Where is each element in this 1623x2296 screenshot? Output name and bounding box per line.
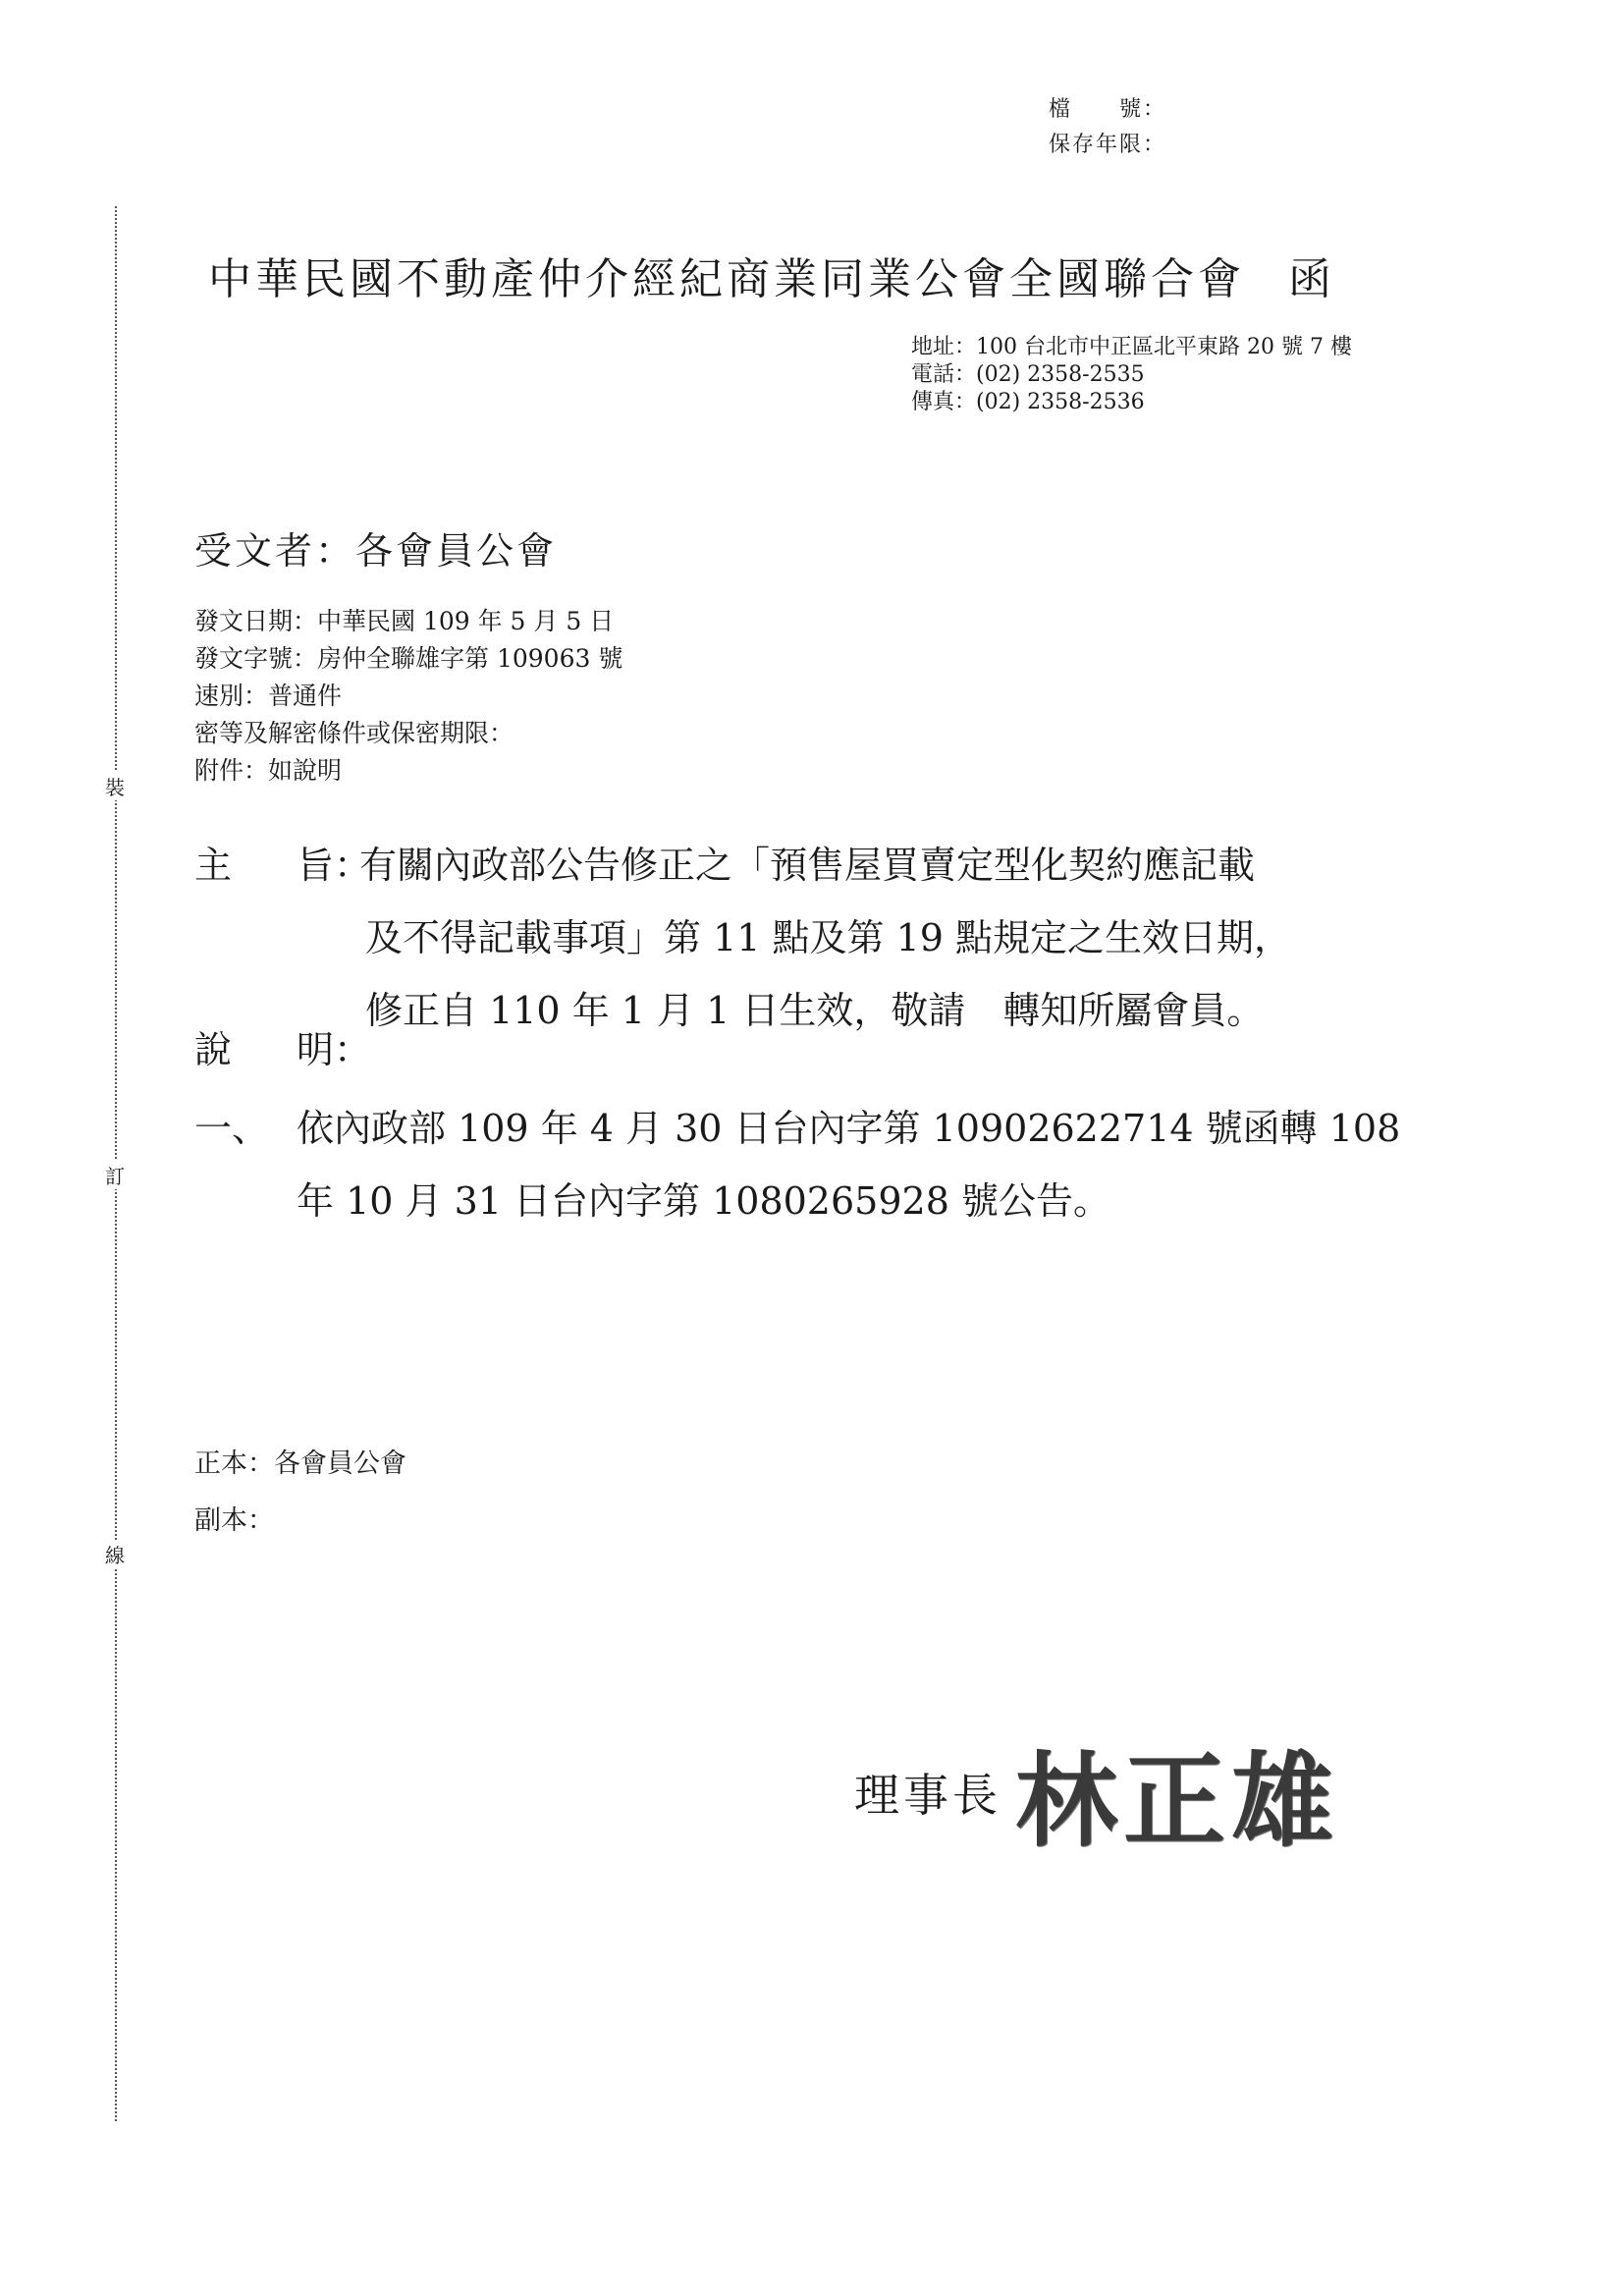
signature-block [854, 1719, 1339, 1866]
file-number-label: 檔 號： [1049, 97, 1167, 122]
recipient: 受文者：各會員公會 [194, 529, 558, 573]
address: 地址：100 台北市中正區北平東路 20 號 7 樓 [911, 335, 1352, 359]
copies [194, 1436, 406, 1550]
binding-mark-xian: 線 [101, 1540, 129, 1568]
attachment: 附件：如說明 [194, 756, 343, 785]
duplicate-recipients: 副本： [194, 1505, 274, 1536]
binding-mark-zhuang: 裝 [101, 772, 129, 800]
explanation-label: 說 明： [194, 1028, 372, 1071]
organization-name: 中華民國不動產仲介經紀商業同業公會全國聯合會 [208, 254, 1245, 304]
item-line-2: 年 10 月 31 日台內字第 1080265928 號公告。 [297, 1179, 1110, 1223]
document-kind: 函 [1288, 254, 1335, 304]
subject-line-1: 有關內政部公告修正之「預售屋買賣定型化契約應記載 [359, 844, 1256, 887]
subject-body [359, 829, 1291, 1047]
original-recipients: 正本：各會員公會 [194, 1449, 406, 1479]
subject-line-2: 及不得記載事項」第 11 點及第 19 點規定之生效日期， [365, 916, 1292, 959]
document-meta [194, 603, 622, 790]
signer-role: 理事長 [854, 1769, 1001, 1822]
signature-name: 林正雄 [1015, 1741, 1340, 1861]
explanation-item [194, 1092, 1400, 1237]
document-title [208, 244, 1335, 306]
fax: 傳真：(02) 2358-2536 [911, 390, 1145, 414]
secrecy-level: 密等及解密條件或保密期限： [194, 719, 514, 747]
retention-period-label: 保存年限： [1049, 133, 1167, 157]
issue-date: 發文日期：中華民國 109 年 5 月 5 日 [194, 607, 615, 635]
binding-mark-ding: 訂 [101, 1161, 129, 1189]
document-number: 發文字號：房仲全聯雄字第 109063 號 [194, 644, 623, 673]
phone: 電話：(02) 2358-2535 [911, 362, 1145, 387]
item-line-1: 依內政部 109 年 4 月 30 日台內字第 10902622714 號函轉 108 [297, 1107, 1401, 1150]
subject-line-3: 修正自 110 年 1 月 1 日生效，敬請 轉知所屬會員。 [365, 989, 1265, 1032]
item-number: 一、 [194, 1107, 270, 1150]
subject-label: 主 旨： [194, 844, 372, 887]
contact-info [911, 334, 1352, 416]
archive-info [1049, 92, 1166, 163]
delivery-speed: 速別：普通件 [194, 682, 343, 710]
